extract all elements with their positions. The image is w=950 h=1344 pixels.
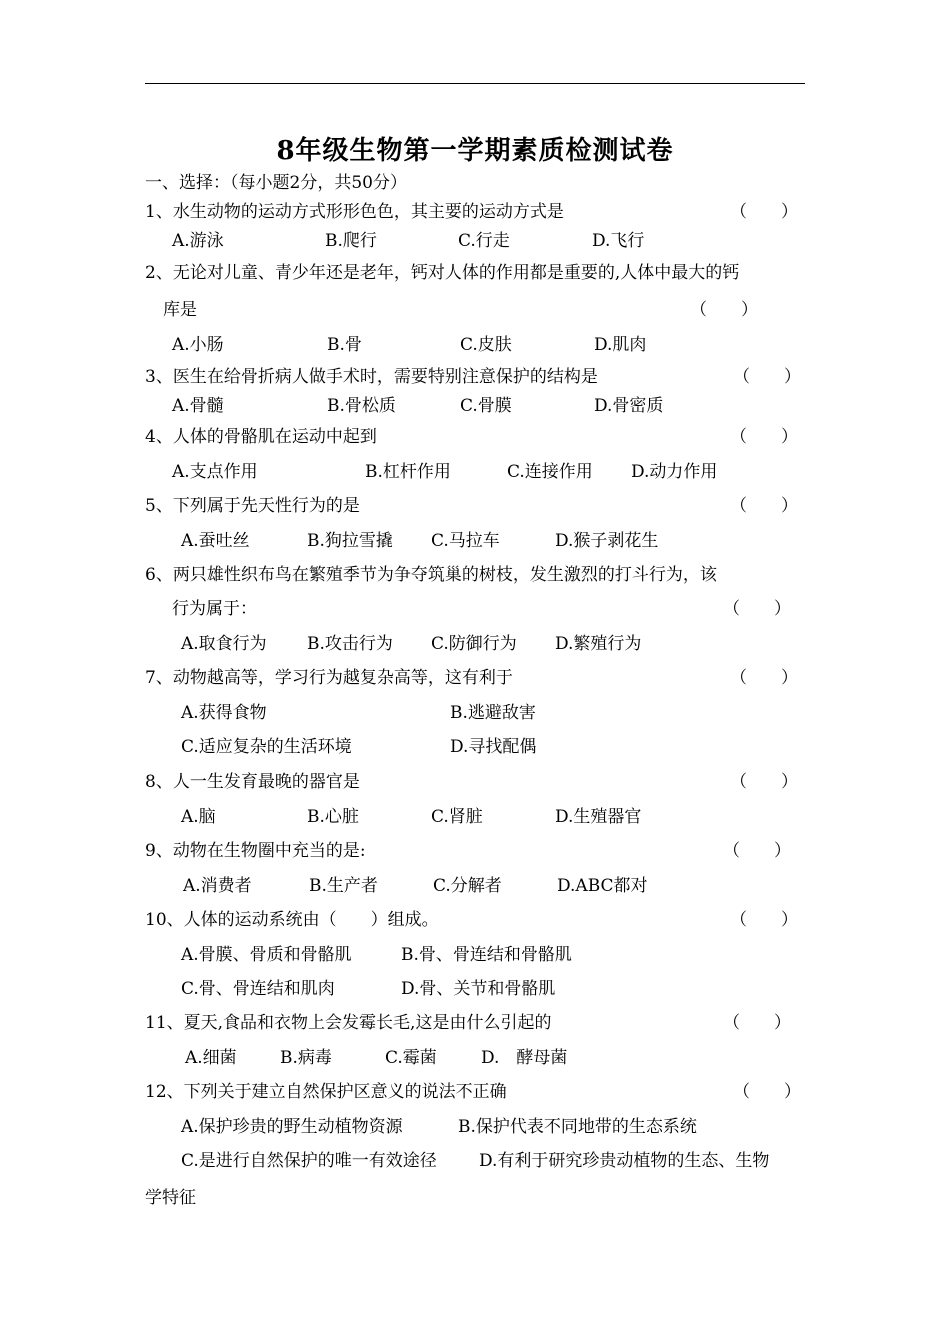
question-10-stem: 10、人体的运动系统由（ ）组成。	[145, 910, 439, 930]
question-12-option-d-continued: 学特征	[145, 1188, 196, 1208]
question-4-option-a: A.支点作用	[172, 462, 258, 482]
question-12-option-d: D.有利于研究珍贵动植物的生态、生物	[479, 1151, 770, 1171]
question-11-option-a: A.细菌	[185, 1048, 237, 1068]
question-6-answer-bracket: （ ）	[723, 599, 791, 619]
question-1-option-b: B.爬行	[325, 231, 377, 251]
question-2-option-c: C.皮肤	[460, 335, 512, 355]
question-7-answer-bracket: （ ）	[730, 668, 798, 688]
question-11-option-c: C.霉菌	[385, 1048, 437, 1068]
question-4-option-b: B.杠杆作用	[365, 462, 451, 482]
question-9-option-b: B.生产者	[309, 876, 378, 896]
question-11-option-d: D. 酵母菌	[481, 1048, 568, 1068]
question-6-stem-continued: 行为属于：	[172, 599, 257, 619]
question-6-option-d: D.繁殖行为	[555, 634, 642, 654]
question-10-option-c: C.骨、骨连结和肌肉	[181, 979, 335, 999]
question-10-answer-bracket: （ ）	[730, 910, 798, 930]
question-5-stem: 5、下列属于先天性行为的是	[145, 496, 360, 516]
section-heading: 一、选择：（每小题2分，共50分）	[145, 173, 407, 193]
question-8-answer-bracket: （ ）	[730, 772, 798, 792]
question-2-stem-continued: 库是	[163, 300, 197, 320]
question-7-option-b: B.逃避敌害	[450, 703, 536, 723]
question-7-option-d: D.寻找配偶	[450, 737, 537, 757]
question-8-option-c: C.肾脏	[431, 807, 483, 827]
question-5-option-d: D.猴子剥花生	[555, 531, 659, 551]
question-4-stem: 4、人体的骨骼肌在运动中起到	[145, 427, 377, 447]
question-5-answer-bracket: （ ）	[730, 496, 798, 516]
question-8-option-a: A.脑	[181, 807, 216, 827]
question-3-option-c: C.骨膜	[460, 396, 512, 416]
question-2-option-b: B.骨	[327, 335, 362, 355]
question-5-option-b: B.狗拉雪撬	[307, 531, 393, 551]
question-11-stem: 11、夏天,食品和衣物上会发霉长毛,这是由什么引起的	[145, 1013, 552, 1033]
question-9-option-c: C.分解者	[433, 876, 502, 896]
question-8-option-d: D.生殖器官	[555, 807, 642, 827]
question-11-option-b: B.病毒	[280, 1048, 332, 1068]
question-1-stem: 1、水生动物的运动方式形形色色，其主要的运动方式是	[145, 202, 564, 222]
question-8-stem: 8、人一生发育最晚的器官是	[145, 772, 360, 792]
question-8-option-b: B.心脏	[307, 807, 359, 827]
question-6-stem: 6、两只雄性织布鸟在繁殖季节为争夺筑巢的树枝，发生激烈的打斗行为，该	[145, 565, 717, 585]
question-11-answer-bracket: （ ）	[723, 1013, 791, 1033]
question-10-option-a: A.骨膜、骨质和骨骼肌	[181, 945, 352, 965]
header-rule	[145, 83, 805, 84]
question-2-stem: 2、无论对儿童、青少年还是老年，钙对人体的作用都是重要的,人体中最大的钙	[145, 263, 740, 283]
question-10-option-b: B.骨、骨连结和骨骼肌	[401, 945, 572, 965]
page-title: 8年级生物第一学期素质检测试卷	[276, 136, 674, 166]
question-6-option-a: A.取食行为	[181, 634, 267, 654]
question-9-option-d: D.ABC都对	[557, 876, 648, 896]
question-10-option-d: D.骨、关节和骨骼肌	[401, 979, 556, 999]
question-12-option-a: A.保护珍贵的野生动植物资源	[181, 1117, 403, 1137]
question-9-stem: 9、动物在生物圈中充当的是:	[145, 841, 366, 861]
question-2-option-a: A.小肠	[172, 335, 224, 355]
question-3-answer-bracket: （ ）	[733, 367, 801, 387]
question-4-option-c: C.连接作用	[507, 462, 593, 482]
question-1-answer-bracket: （ ）	[730, 202, 798, 222]
question-9-answer-bracket: （ ）	[723, 841, 791, 861]
question-3-stem: 3、医生在给骨折病人做手术时，需要特别注意保护的结构是	[145, 367, 598, 387]
question-7-stem: 7、动物越高等，学习行为越复杂高等，这有利于	[145, 668, 513, 688]
question-1-option-a: A.游泳	[172, 231, 224, 251]
question-12-answer-bracket: （ ）	[733, 1082, 801, 1102]
question-1-option-c: C.行走	[458, 231, 510, 251]
question-12-option-c: C.是进行自然保护的唯一有效途径	[181, 1151, 437, 1171]
question-3-option-d: D.骨密质	[594, 396, 664, 416]
question-9-option-a: A.消费者	[183, 876, 252, 896]
question-12-option-b: B.保护代表不同地带的生态系统	[458, 1117, 697, 1137]
question-2-answer-bracket: （ ）	[690, 300, 758, 320]
question-7-option-a: A.获得食物	[181, 703, 267, 723]
question-4-option-d: D.动力作用	[631, 462, 718, 482]
question-12-stem: 12、下列关于建立自然保护区意义的说法不正确	[145, 1082, 507, 1102]
question-7-option-c: C.适应复杂的生活环境	[181, 737, 352, 757]
question-3-option-a: A.骨髓	[172, 396, 224, 416]
question-6-option-b: B.攻击行为	[307, 634, 393, 654]
question-4-answer-bracket: （ ）	[730, 427, 798, 447]
question-1-option-d: D.飞行	[592, 231, 645, 251]
question-2-option-d: D.肌肉	[594, 335, 647, 355]
question-5-option-c: C.马拉车	[431, 531, 500, 551]
question-6-option-c: C.防御行为	[431, 634, 517, 654]
question-3-option-b: B.骨松质	[327, 396, 396, 416]
question-5-option-a: A.蚕吐丝	[181, 531, 250, 551]
